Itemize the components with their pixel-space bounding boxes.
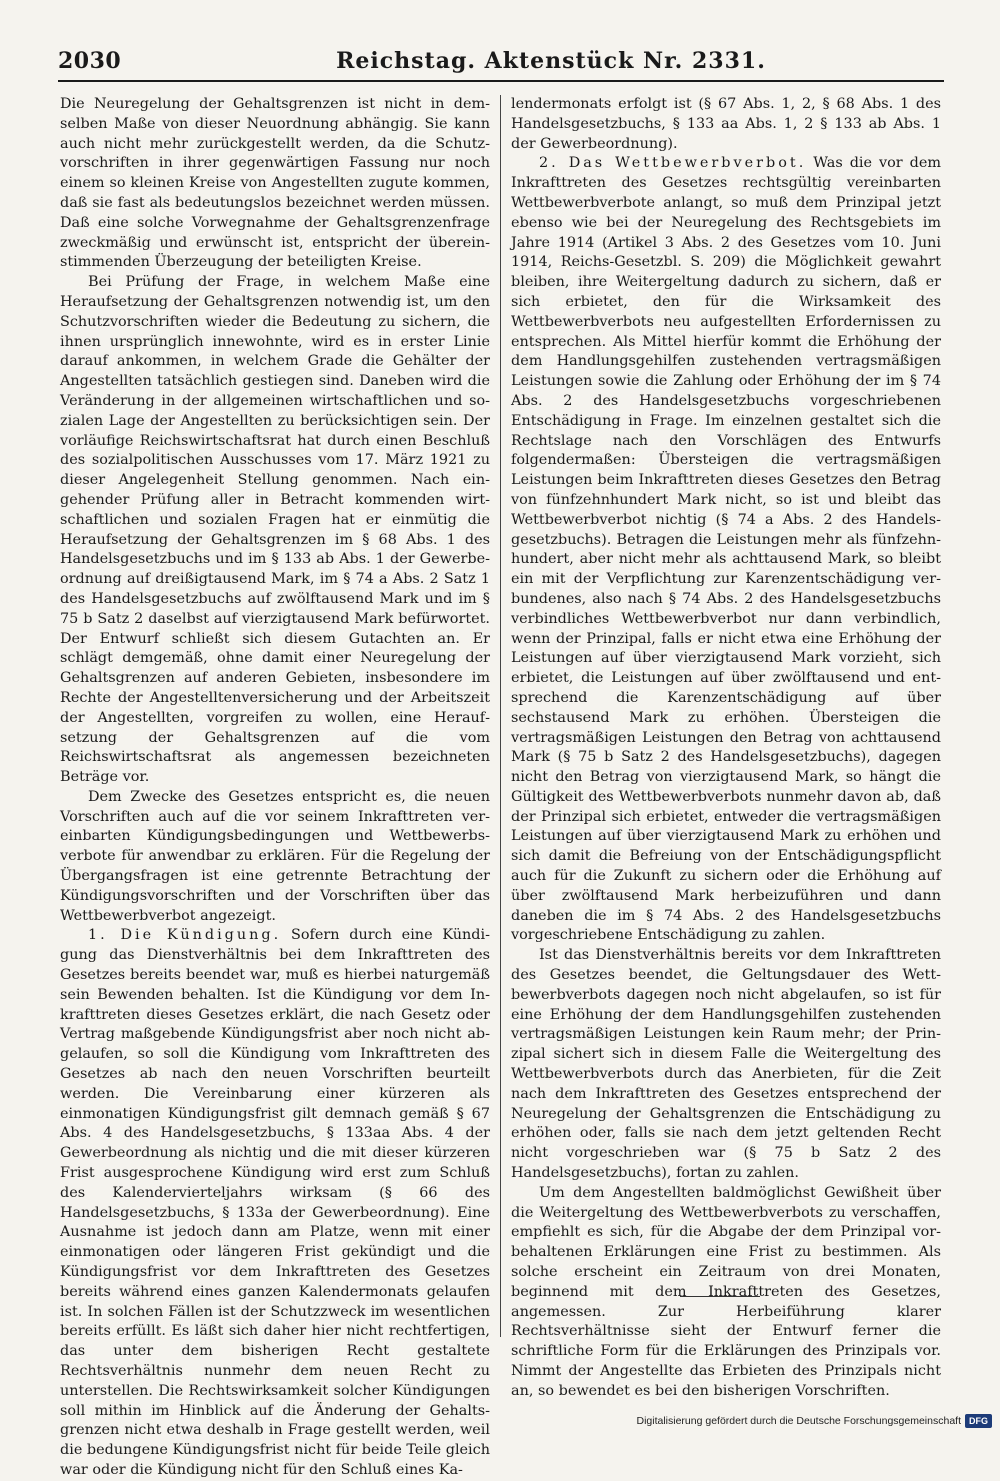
section-heading: 1. Die Kündigung. <box>88 927 282 944</box>
paragraph: Bei Prüfung der Frage, in welchem Maße eine Heraufsetzung der Gehaltsgrenzen notwendig ist, um den Schutzvorschriften wieder die Bedeutung zu sichern, die ihnen ursprünglich innewohnte, wird es in erster Linie darauf ankommen, in welchem Grade die Gehälter der Angestellten tatsächlich gestiegen sind. Daneben wird die Veränderung in der allgemeinen wirtschaftlichen und sozialen Lage der Angestellten zu berücksichtigen sein. Der vorläufige Reichswirtschaftsrat hat durch einen Beschluß des sozialpolitischen Ausschusses vom 17. März 1921 zu dieser Angelegenheit Stellung genommen. Nach eingehender Prüfung aller in Betracht kommenden wirtschaftlichen und sozialen Fragen hat er einmütig die Heraufsetzung der Gehaltsgrenzen im § 68 Abs. 1 des Handelsgesetzbuchs und im § 133 ab Abs. 1 der Gewerbeordnung auf dreißigtausend Mark, im § 74 a Abs. 2 Satz 1 des Handelsgesetzbuchs auf zwölftausend Mark und im § 75 b Satz 2 daselbst auf vierzigtausend Mark befürwortet. Der Entwurf schließt sich diesem Gutachten an. Er schlägt demgemäß, ohne damit einer Neuregelung der Gehaltsgrenzen auf anderen Gebieten, insbesondere im Rechte der Angestelltenversicherung und der Arbeitszeit der Angestellten, vorgreifen zu wollen, eine Heraufsetzung der Gehaltsgrenzen auf die vom Reichswirtschaftsrat als angemessen bezeichneten Beträge vor. <box>60 274 490 786</box>
paragraph: Die Neuregelung der Gehaltsgrenzen ist nicht in demselben Maße von dieser Neuordnung abhängig. Sie kann auch nicht mehr zurückgestellt werden, da die Schutzvorschriften in ihrer gegenwärtigen Fassung nur noch einem so kleinen Kreise von Angestellten zugute kommen, daß sie fast als bedeutungslos bezeichnet werden müssen. Daß eine solche Vorwegnahme der Gehaltsgrenzenfrage zweckmäßig und erwünscht ist, entspricht der übereinstimmenden Überzeugung der beteiligten Kreise. <box>60 96 490 271</box>
end-rule <box>680 1296 760 1297</box>
paragraph: lendermonats erfolgt ist (§ 67 Abs. 1, 2, § 68 Abs. 1 des Handelsgesetzbuchs, § 133 aa Abs. 1, 2 § 133 ab Abs. 1 der Gewerbeordnung). <box>511 96 941 152</box>
column-divider <box>500 95 501 1337</box>
left-column <box>60 95 491 1478</box>
footer <box>636 1414 992 1428</box>
dfg-logo-icon: DFG <box>965 1414 992 1428</box>
paragraph <box>511 154 941 946</box>
page-header <box>58 48 944 78</box>
paragraph: Um dem Angestellten baldmöglichst Gewißheit über die Weitergeltung des Wettbewerbverbots zu verschaffen, empfiehlt es sich, für die Abgabe der dem Prinzipal vorbehaltenen Erklärungen eine Frist zu bestimmen. Als solche erscheint ein Zeitraum von drei Monaten, beginnend mit dem Inkrafttreten des Gesetzes, angemessen. Zur Herbeiführung klarer Rechtsverhältnisse sieht der Entwurf ferner die schriftliche Form für die Erklärungen des Prinzipals vor. Nimmt der Angestellte das Erbieten des Prinzipals nicht an, so bewendet es bei den bisherigen Vorschriften. <box>511 1184 941 1399</box>
page-title: Reichstag. Aktenstück Nr. 2331. <box>336 48 766 74</box>
paragraph <box>60 926 490 1480</box>
header-rule <box>58 80 944 82</box>
footer-credit: Digitalisierung gefördert durch die Deutsche Forschungsgemeinschaft <box>636 1415 961 1427</box>
paragraph-body: Was die vor dem Inkrafttreten des Gesetzes rechtsgültig vereinbarten Wettbewerbverbote anlangt, so muß dem Prinzipal jetzt ebenso wie bei der Neuregelung des Rechtsgebiets im Jahre 1914 (Artikel 3 Abs. 2 des Gesetzes vom 10. Juni 1914, Reichs-Gesetzbl. S. 209) die Möglichkeit gewahrt bleiben, ihre Weitergeltung dadurch zu sichern, daß er sich erbietet, den für die Wirksamkeit des Wettbewerbverbots neu aufgestellten Erfordernissen zu entsprechen. Als Mittel hierfür kommt die Erhöhung der dem Handlungsgehilfen zustehenden vertragsmäßigen Leistungen sowie die Zahlung oder Erhöhung der im § 74 Abs. 2 des Handelsgesetzbuchs vorgeschriebenen Entschädigung in Frage. Im einzelnen gestaltet sich die Rechtslage nach den Vorschlägen des Entwurfs folgendermaßen: Übersteigen die vertragsmäßigen Leistungen beim Inkrafttreten dieses Gesetzes den Betrag von fünfzehnhundert Mark nicht, so ist und bleibt das Wettbewerbverbot nichtig (§ 74 a Abs. 2 des Handelsgesetzbuchs). Betragen die Leistungen mehr als fünfzehnhundert, aber nicht mehr als achttausend Mark, so bleibt ein mit der Verpflichtung zur Karenzentschädigung verbundenes, also nach § 74 Abs. 2 des Handelsgesetzbuchs verbindliches Wettbewerbverbot nur dann verbindlich, wenn der Prinzipal, falls er nicht etwa eine Erhöhung der Leistungen auf über vierzigtausend Mark vorzieht, sich erbietet, die Leistungen auf über zwölftausend und entsprechend die Karenzentschädigung auf über sechstausend Mark zu erhöhen. Übersteigen die vertragsmäßigen Leistungen den Betrag von achttausend Mark (§ 75 b Satz 2 des Handelsgesetzbuchs), dagegen nicht den Betrag von vierzigtausend Mark, so hängt die Gültigkeit des Wettbewerbverbots nunmehr davon ab, daß der Prinzipal sich erbietet, entweder die vertragsmäßigen Leistungen auf über vierzigtausend Mark zu erhöhen und sich damit die Befreiung von der Entschädigungspflicht auch für die Zukunft zu sichern oder die Erhöhung auf über zwölftausend Mark herbeizuführen und dann daneben die im § 74 Abs. 2 des Handelsgesetzbuchs vorgeschriebene Entschädigung zu zahlen. <box>511 155 941 944</box>
page-number: 2030 <box>58 48 122 74</box>
paragraph: Ist das Dienstverhältnis bereits vor dem Inkrafttreten des Gesetzes beendet, die Geltungsdauer des Wettbewerbverbots dagegen noch nicht abgelaufen, so ist für eine Erhöhung der dem Handlungsgehilfen zustehenden vertragsmäßigen Leistungen kein Raum mehr; der Prinzipal sichert sich in diesem Falle die Weitergeltung des Wettbewerbverbots durch das Anerbieten, für die Zeit nach dem Inkrafttreten des Gesetzes entsprechend der Neuregelung der Gehaltsgrenzen die Entschädigung zu erhöhen oder, falls sie nach dem jetzt geltenden Recht nicht vorgeschrieben war (§ 75 b Satz 2 des Handelsgesetzbuchs), fortan zu zahlen. <box>511 947 941 1182</box>
paragraph: Dem Zwecke des Gesetzes entspricht es, die neuen Vorschriften auch auf die vor seinem Inkrafttreten vereinbarten Kündigungsbedingungen und Wettbewerbsverbote für anwendbar zu erklären. Für die Regelung der Übergangsfragen ist eine getrennte Betrachtung der Kündigungsvorschriften und der Vorschriften über das Wettbewerbverbot angezeigt. <box>60 788 490 924</box>
section-heading: 2. Das Wettbewerbverbot. <box>539 155 807 172</box>
right-column <box>511 95 941 1399</box>
paragraph-body: Sofern durch eine Kündigung das Dienstverhältnis bei dem Inkrafttreten des Gesetzes bereits beendet war, muß es hierbei naturgemäß sein Bewenden behalten. Ist die Kündigung vor dem Inkrafttreten dieses Gesetzes erklärt, die nach Gesetz oder Vertrag maßgebende Kündigungsfrist aber noch nicht abgelaufen, so soll die Kündigung vom Inkrafttreten des Gesetzes ab nach den neuen Vorschriften beurteilt werden. Die Vereinbarung einer kürzeren als einmonatigen Kündigungsfrist gilt demnach gemäß § 67 Abs. 4 des Handelsgesetzbuchs, § 133aa Abs. 4 der Gewerbeordnung als nichtig und die mit dieser kürzeren Frist ausgesprochene Kündigung wird erst zum Schluß des Kalendervierteljahrs wirksam (§ 66 des Handelsgesetzbuchs, § 133a der Gewerbeordnung). Eine Ausnahme ist jedoch dann am Platze, wenn mit einer einmonatigen oder längeren Frist gekündigt und die Kündigungsfrist vor dem Inkrafttreten des Gesetzes bereits während eines ganzen Kalendermonats gelaufen ist. In solchen Fällen ist der Schutzzweck im wesentlichen bereits erfüllt. Es läßt sich daher hier nicht rechtfertigen, das unter dem bisherigen Recht gestaltete Rechtsverhältnis nunmehr dem neuen Recht zu unterstellen. Die Rechtswirksamkeit solcher Kündigungen soll mithin im Hinblick auf die Änderung der Gehaltsgrenzen nicht etwa deshalb in Frage gestellt werden, weil die bedungene Kündigungsfrist nicht für beide Teile gleich war oder die Kündigung nicht für den Schluß eines Ka- <box>60 927 491 1478</box>
